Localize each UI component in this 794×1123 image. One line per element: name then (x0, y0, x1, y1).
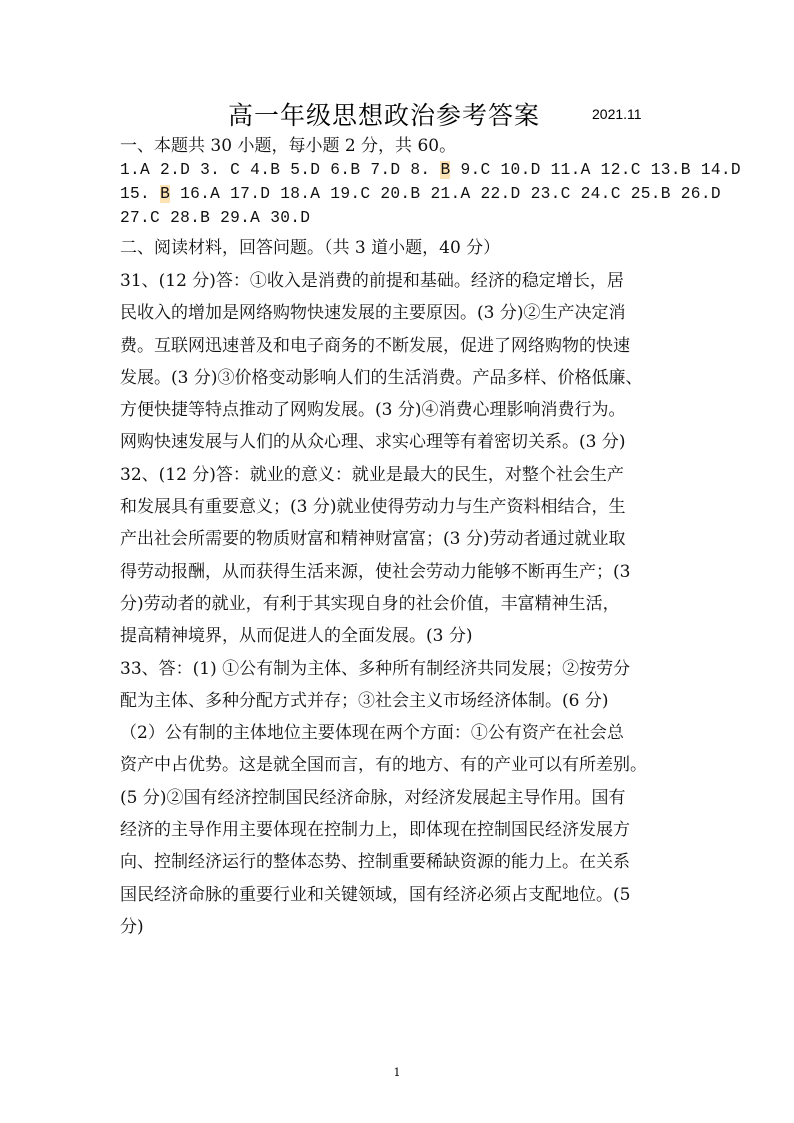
q31-line: 民收入的增加是网络购物快速发展的主要原因。(3 分)②生产决定消 (120, 303, 626, 324)
q31-line: 网购快速发展与人们的从众心理、求实心理等有着密切关系。(3 分) (120, 432, 626, 453)
q33-line: 33、答：(1) ①公有制为主体、多种所有制经济共同发展；②按劳分 (120, 658, 631, 679)
q32-line: 分)劳动者的就业，有利于其实现自身的社会价值，丰富精神生活， (120, 593, 620, 614)
q33-line: (5 分)②国有经济控制国民经济命脉，对经济发展起主导作用。国有 (120, 787, 626, 808)
q33-line: 分) (120, 916, 144, 937)
q32-line: 提高精神境界，从而促进人的全面发展。(3 分) (120, 626, 473, 647)
q32-line: 和发展具有重要意义；(3 分)就业使得劳动力与生产资料相结合，生 (120, 497, 626, 518)
answer-text: 27.C 28.B 29.A 30.D (120, 209, 311, 227)
q33-line: 经济的主导作用主要体现在控制力上，即体现在控制国民经济发展方 (120, 820, 630, 841)
page-title: 高一年级思想政治参考答案 (228, 101, 541, 130)
q33-line: 向、控制经济运行的整体态势、控制重要稀缺资源的能力上。在关系 (120, 852, 630, 873)
q31-line: 方便快捷等特点推动了网购发展。(3 分)④消费心理影响消费行为。 (120, 400, 626, 421)
answer-body (120, 134, 741, 943)
q32-line: 得劳动报酬，从而获得生活来源，使社会劳动力能够不断再生产；(3 (120, 561, 631, 582)
q33-line: 资产中占优势。这是就全国而言，有的地方、有的产业可以有所差别。 (120, 755, 647, 776)
answer-text: 9.C 10.D 11.A 12.C 13.B 14.D (450, 161, 741, 179)
highlighted-answer: B (160, 185, 171, 203)
q31-line: 费。互联网迅速普及和电子商务的不断发展，促进了网络购物的快速 (120, 335, 630, 356)
section1-heading: 一、本题共 30 小题，每小题 2 分，共 60。 (120, 136, 457, 156)
q32-line: 产出社会所需要的物质财富和精神财富富；(3 分)劳动者通过就业取 (120, 529, 626, 550)
title-row (0, 96, 794, 136)
q33-line: 配为主体、多种分配方式并存；③社会主义市场经济体制。(6 分) (120, 690, 609, 711)
answer-text: 15. (120, 185, 161, 203)
section2-heading: 二、阅读材料，回答问题。（共 3 道小题，40 分） (120, 238, 501, 258)
mc-answers-line (120, 182, 721, 206)
page-number: 1 (393, 1066, 401, 1079)
mc-answers-line (120, 206, 680, 230)
q32-line: 32、(12 分)答：就业的意义：就业是最大的民生，对整个社会生产 (120, 464, 624, 485)
highlighted-answer: B (440, 161, 451, 179)
answer-text: 1.A 2.D 3. C 4.B 5.D 6.B 7.D 8. (120, 161, 441, 179)
q33-line: （2）公有制的主体地位主要体现在两个方面：①公有资产在社会总 (120, 723, 624, 744)
q31-line: 31、(12 分)答：①收入是消费的前提和基础。经济的稳定增长，居 (120, 271, 624, 291)
question-32 (120, 459, 680, 653)
q33-line: 国民经济命脉的重要行业和关键领域，国有经济必须占支配地位。(5 (120, 884, 631, 905)
q31-line: 发展。(3 分)③价格变动影响人们的生活消费。产品多样、价格低廉、 (120, 367, 643, 388)
mc-answers-line (120, 158, 741, 182)
question-31 (120, 265, 680, 459)
answer-text: 16.A 17.D 18.A 19.C 20.B 21.A 22.D 23.C 24.C 25.B 26.D (170, 185, 721, 203)
document-date: 2021.11 (592, 106, 642, 122)
question-33 (120, 653, 680, 944)
